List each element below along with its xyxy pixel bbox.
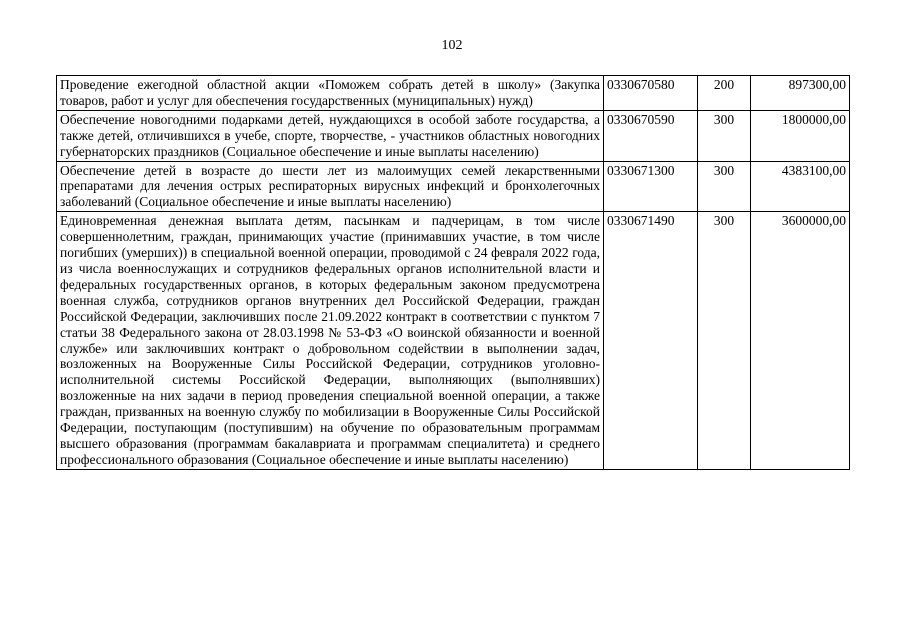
- row-amount: 1800000,00: [751, 110, 850, 161]
- row-target-code: 0330671490: [604, 212, 698, 470]
- row-description: Единовременная денежная выплата детям, пасынкам и падчерицам, в том числе совершеннолетним, граждан, принимающих участие (принимавших участие, в том числе погибших (умерших)) в специальной военной операции, проводимой с 24 февраля 2022 года, из числа военнослужащих и сотрудников федеральных органов исполнительной власти и федеральных государственных органов, в которых федеральным законом предусмотрена военная служба, сотрудников органов внутренних дел Российской Федерации, граждан Российской Федерации, заключивших после 21.09.2022 контракт в соответствии с пунктом 7 статьи 38 Федерального закона от 28.03.1998 № 53-ФЗ «О воинской обязанности и военной службе» или заключивших контракт о добровольном содействии в выполнении задач, возложенных на Вооруженные Силы Российской Федерации, сотрудников уголовно-исполнительной системы Российской Федерации, выполняющих (выполнявших) возложенные на них задачи в период проведения специальной военной операции, а также граждан, призванных на военную службу по мобилизации в Вооруженные Силы Российской Федерации, поступающим (поступившим) на обучение по образовательным программам высшего образования (программам бакалавриата и программам специалитета) и среднего профессионального образования (Социальное обеспечение и иные выплаты населению): [57, 212, 604, 470]
- row-expense-type: 300: [698, 110, 751, 161]
- row-description: Проведение ежегодной областной акции «Поможем собрать детей в школу» (Закупка товаров, работ и услуг для обеспечения государственных (муниципальных) нужд): [57, 76, 604, 111]
- budget-table: [56, 75, 850, 470]
- table-row: [57, 110, 850, 161]
- row-expense-type: 300: [698, 161, 751, 212]
- row-expense-type: 300: [698, 212, 751, 470]
- row-target-code: 0330670590: [604, 110, 698, 161]
- row-expense-type: 200: [698, 76, 751, 111]
- row-description: Обеспечение новогодними подарками детей, нуждающихся в особой заботе государства, а также детей, отличившихся в учебе, спорте, творчестве, - участников областных новогодних губернаторских праздников (Социальное обеспечение и иные выплаты населению): [57, 110, 604, 161]
- row-amount: 4383100,00: [751, 161, 850, 212]
- table-row: [57, 161, 850, 212]
- row-amount: 3600000,00: [751, 212, 850, 470]
- table-row: [57, 212, 850, 470]
- row-amount: 897300,00: [751, 76, 850, 111]
- page-number: 102: [441, 38, 463, 53]
- row-target-code: 0330670580: [604, 76, 698, 111]
- row-target-code: 0330671300: [604, 161, 698, 212]
- table-row: [57, 76, 850, 111]
- row-description: Обеспечение детей в возрасте до шести лет из малоимущих семей лекарственными препаратами для лечения острых респираторных вирусных инфекций и бронхолегочных заболеваний (Социальное обеспечение и иные выплаты населению): [57, 161, 604, 212]
